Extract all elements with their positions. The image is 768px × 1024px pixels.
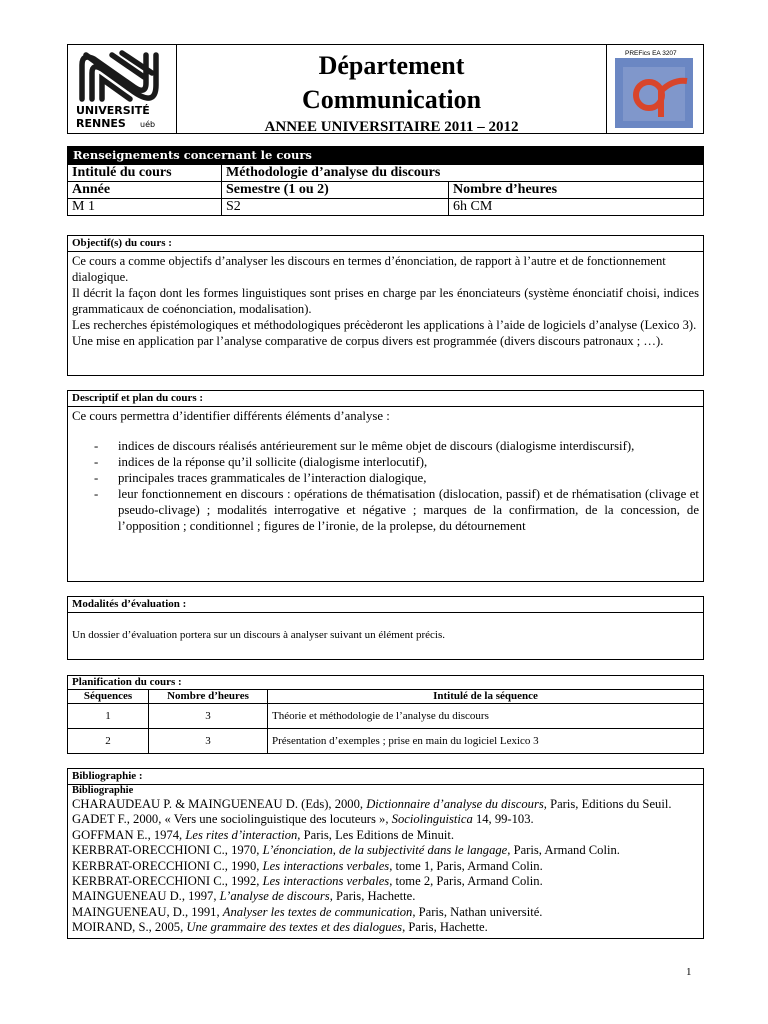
- descriptif-list: [72, 438, 699, 534]
- department-title-line1: Département: [318, 51, 465, 80]
- annee-label: Année: [68, 182, 222, 199]
- planification-title: Planification du cours :: [68, 676, 704, 690]
- column-header: Séquences: [68, 690, 149, 704]
- table-cell: 1: [68, 704, 149, 729]
- heures-label: Nombre d’heures: [449, 182, 704, 199]
- logo-text-ueb: uéb: [140, 120, 156, 129]
- prefics-logo-icon: [607, 45, 703, 133]
- table-row: [68, 704, 704, 729]
- descriptif-body: [68, 407, 703, 581]
- bibliography-entry: CHARAUDEAU P. & MAINGUENEAU D. (Eds), 2000, Dictionnaire d’analyse du discours, Paris, Editions du Seuil.: [72, 797, 672, 811]
- evaluation-text: Un dossier d’évaluation portera sur un discours à analyser suivant un élément précis.: [72, 629, 445, 641]
- objectifs-section: [67, 235, 704, 376]
- logo-text-rennes: RENNES: [76, 117, 126, 130]
- list-item: - principales traces grammaticales de l’interaction dialogique,: [118, 470, 699, 486]
- objectifs-paragraph: Il décrit la façon dont les formes linguistiques sont prises en charge par les énonciateurs (système énonciatif choisi, indices grammaticaux de coénonciation, modalisation).: [72, 286, 699, 316]
- column-header: Nombre d’heures: [149, 690, 268, 704]
- semestre-value: S2: [222, 199, 449, 216]
- university-logo: [68, 45, 177, 133]
- university-logo-icon: [68, 45, 176, 133]
- semestre-label: Semestre (1 ou 2): [222, 182, 449, 199]
- bibliography-entry: KERBRAT-ORECCHIONI C., 1970, L’énonciation, de la subjectivité dans le langage, Paris, Armand Colin.: [72, 843, 620, 858]
- objectifs-paragraph: Les recherches épistémologiques et méthodologiques précèderont les applications à l’aide de logiciels d’analyse (Lexico 3). Une mise en application par l’analyse comparative de corpus divers est programmée (divers discours patronaux ; …).: [72, 318, 697, 348]
- academic-year: ANNEE UNIVERSITAIRE 2011 – 2012: [264, 119, 519, 135]
- descriptif-intro: Ce cours permettra d’identifier différents éléments d’analyse :: [72, 409, 390, 423]
- bibliographie-subtitle: Bibliographie: [72, 785, 134, 796]
- bibliography-entry: MAINGUENEAU D., 1997, L’analyse de discours, Paris, Hachette.: [72, 889, 416, 904]
- logo-text-universite: UNIVERSITÉ: [76, 104, 150, 117]
- evaluation-section: [67, 596, 704, 660]
- document-page: [67, 44, 704, 939]
- bibliographie-section: [67, 768, 704, 939]
- column-header: Intitulé de la séquence: [268, 690, 704, 704]
- evaluation-title: Modalités d’évaluation :: [68, 597, 703, 613]
- table-cell: 2: [68, 729, 149, 754]
- descriptif-section: [67, 390, 704, 582]
- bibliography-entry: MAINGUENEAU, D., 1991, Analyser les textes de communication, Paris, Nathan université.: [72, 904, 543, 919]
- list-item: - indices de la réponse qu’il sollicite (dialogisme interlocutif),: [118, 454, 699, 470]
- page-number: 1: [686, 966, 692, 978]
- table-cell: Présentation d’exemples ; prise en main du logiciel Lexico 3: [268, 729, 704, 754]
- evaluation-body: [68, 613, 703, 659]
- table-row: [68, 729, 704, 754]
- department-title: [177, 49, 606, 117]
- objectifs-body: [68, 252, 703, 375]
- descriptif-title: Descriptif et plan du cours :: [68, 391, 703, 407]
- bibliography-entry: GOFFMAN E., 1974, Les rites d’interaction, Paris, Les Editions de Minuit.: [72, 827, 455, 842]
- list-item: - leur fonctionnement en discours : opérations de thématisation (dislocation, passif) et de rhématisation (clivage et pseudo-clivage) ; modalités interrogative et négative ; marques de la confirmation, de la concession, de l’opposition ; conditionnel ; figures de l’ironie, de la prolepse, du détournement: [118, 486, 699, 534]
- objectifs-paragraph: Ce cours a comme objectifs d’analyser les discours en termes d’énonciation, de rapport à l’autre et de fonctionnement dialogique.: [72, 254, 666, 284]
- bibliography-entry: MOIRAND, S., 2005, Une grammaire des textes et des dialogues, Paris, Hachette.: [72, 920, 488, 935]
- table-cell: 3: [149, 704, 268, 729]
- prefics-label: PREFics EA 3207: [625, 50, 677, 57]
- bibliographie-title: Bibliographie :: [68, 769, 703, 785]
- title-block: [177, 45, 606, 133]
- bibliography-entry: KERBRAT-ORECCHIONI C., 1992, Les interactions verbales, tome 2, Paris, Armand Colin.: [72, 874, 543, 889]
- intitule-label: Intitulé du cours: [68, 165, 222, 182]
- bibliographie-body: [68, 785, 703, 938]
- table-cell: Théorie et méthodologie de l’analyse du discours: [268, 704, 704, 729]
- bibliography-entry: KERBRAT-ORECCHIONI C., 1990, Les interactions verbales, tome 1, Paris, Armand Colin.: [72, 858, 543, 873]
- prefics-logo: [606, 45, 703, 133]
- annee-value: M 1: [68, 199, 222, 216]
- table-cell: 3: [149, 729, 268, 754]
- course-info-table: [67, 164, 704, 216]
- planification-table: [67, 675, 704, 754]
- intitule-value: Méthodologie d’analyse du discours: [222, 165, 704, 182]
- list-item: - indices de discours réalisés antérieurement sur le même objet de discours (dialogisme interdiscursif),: [118, 438, 699, 454]
- header: [67, 44, 704, 134]
- department-title-line2: Communication: [301, 85, 482, 114]
- bibliography-entry: GADET F., 2000, « Vers une sociolinguistique des locuteurs », Sociolinguistica 14, 99-103.: [72, 812, 534, 827]
- heures-value: 6h CM: [449, 199, 704, 216]
- course-info-bar: Renseignements concernant le cours: [67, 146, 704, 164]
- objectifs-title: Objectif(s) du cours :: [68, 236, 703, 252]
